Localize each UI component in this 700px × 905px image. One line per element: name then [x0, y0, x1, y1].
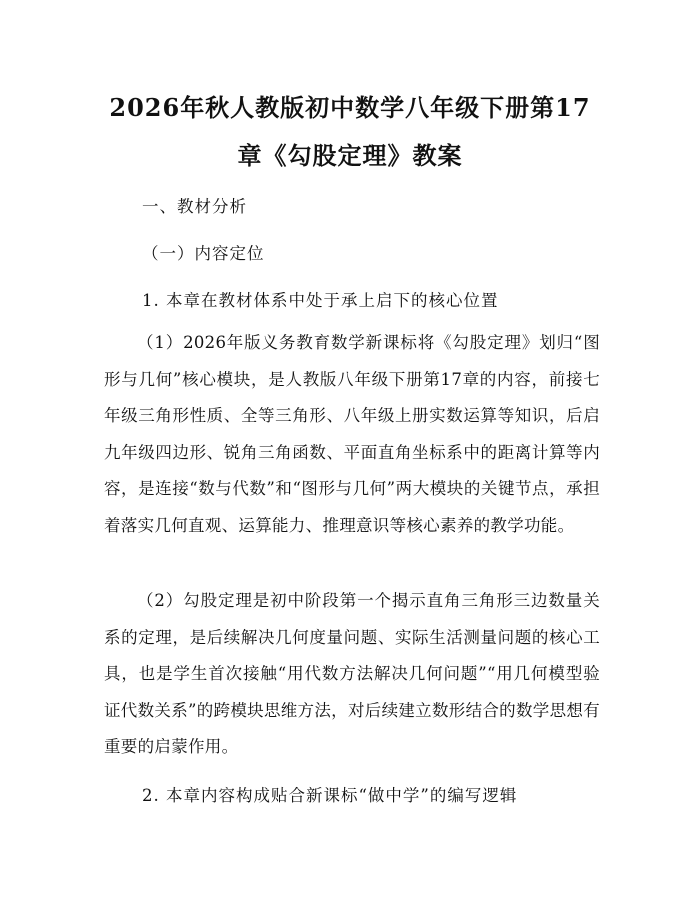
section-heading-teaching-material-analysis: 一、教材分析	[142, 197, 247, 216]
subsection-heading-content-positioning: （一）内容定位	[142, 244, 265, 263]
body-paragraph-2: （2）勾股定理是初中阶段第一个揭示直角三角形三边数量关系的定理，是后续解决几何度量问题、实际生活测量问题的核心工具，也是学生首次接触“用代数方法解决几何问题”“用几何模型验证代数关系”的跨模块思维方法，对后续建立数形结合的数学思想有重要的启蒙作用。	[104, 591, 600, 756]
list-item-heading-1: 1. 本章在教材体系中处于承上启下的核心位置	[142, 291, 499, 310]
list-item-heading-2: 2. 本章内容构成贴合新课标“做中学”的编写逻辑	[142, 786, 518, 805]
document-title-line-2: 章《勾股定理》教案	[237, 141, 463, 170]
document-title-line-1: 2026年秋人教版初中数学八年级下册第17	[109, 93, 591, 122]
body-paragraph-1: （1）2026年版义务教育数学新课标将《勾股定理》划归“图形与几何”核心模块，是人教版八年级下册第17章的内容，前接七年级三角形性质、全等三角形、八年级上册实数运算等知识，后启九年级四边形、锐角三角函数、平面直角坐标系中的距离计算等内容，是连接“数与代数”和“图形与几何”两大模块的关键节点，承担着落实几何直观、运算能力、推理意识等核心素养的教学功能。	[104, 333, 600, 535]
